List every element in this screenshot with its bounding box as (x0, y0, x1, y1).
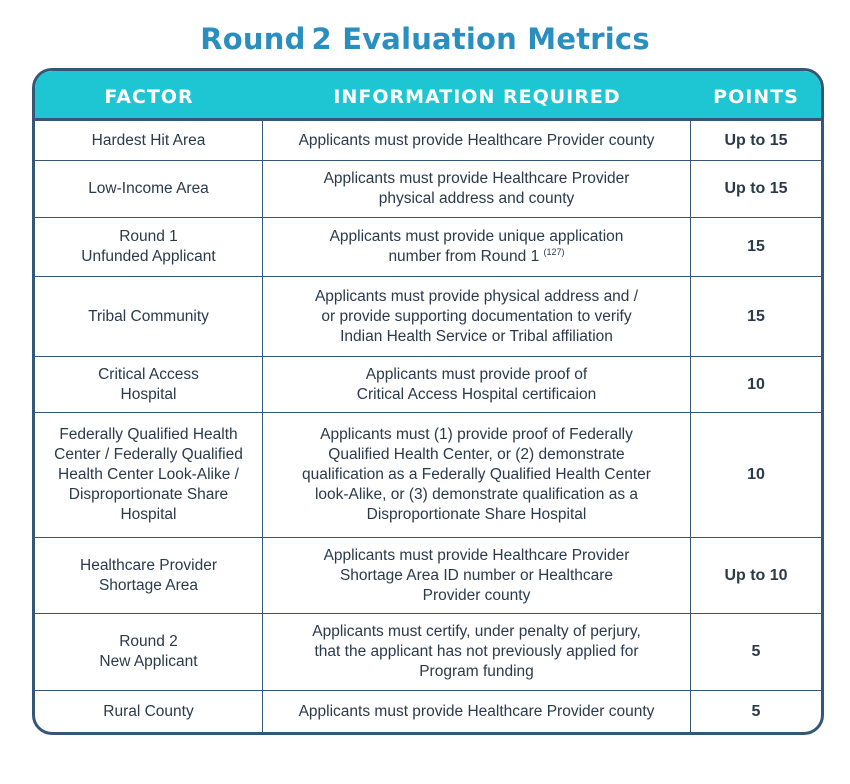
header-factor: FACTOR (104, 86, 194, 108)
table-row (35, 357, 821, 413)
points-cell: 15 (747, 238, 765, 255)
table-row (35, 413, 821, 538)
info-cell: Applicants must provide Healthcare Provider Shortage Area ID number or Healthcare Provider county (323, 546, 630, 604)
table-row (35, 691, 821, 732)
points-cell: 10 (747, 375, 765, 393)
table-row (35, 277, 821, 357)
info-cell: Applicants must provide proof of Critical Access Hospital certificaion (356, 365, 597, 403)
info-cell: Applicants must provide Healthcare Provider county (298, 131, 655, 149)
info-cell: Applicants must certify, under penalty of perjury, that the applicant has not previously applied for Program funding (312, 623, 641, 680)
points-cell: 5 (751, 702, 761, 720)
info-cell: Applicants must (1) provide proof of Federally Qualified Health Center, or (2) demonstrate qualification as a Federally Qualified Health Center look-Alike, or (3) demonstrate qualification as a Disproportionate Share Hospital (302, 426, 651, 523)
points-cell: 5 (751, 643, 761, 660)
table-row (35, 161, 821, 218)
table-row (35, 614, 821, 691)
factor-cell: Round 1 Unfunded Applicant (81, 228, 216, 265)
points-cell: Up to 15 (724, 131, 788, 149)
factor-cell: Low-Income Area (88, 180, 209, 197)
metrics-table (32, 68, 824, 735)
footnote-ref: (127) (543, 246, 565, 257)
factor-cell: Tribal Community (88, 307, 209, 325)
factor-cell: Federally Qualified Health Center / Federally Qualified Health Center Look-Alike / Disproportionate Share Hospital (54, 426, 243, 523)
points-cell: 10 (747, 466, 765, 483)
factor-cell: Healthcare Provider Shortage Area (80, 556, 217, 594)
points-cell: Up to 15 (724, 180, 788, 197)
points-cell: Up to 10 (724, 566, 788, 584)
factor-cell: Hardest Hit Area (91, 131, 206, 149)
factor-cell: Critical Access Hospital (98, 365, 199, 403)
header-information-required: INFORMATION REQUIRED (333, 86, 621, 108)
info-cell: Applicants must provide Healthcare Provider physical address and county (323, 170, 630, 207)
factor-cell: Rural County (103, 702, 194, 720)
table-header (35, 71, 821, 121)
info-cell-wrap (330, 227, 624, 267)
table-row (35, 218, 821, 277)
table-row (35, 538, 821, 614)
info-cell: Applicants must provide unique application number from Round 1 (329, 228, 624, 265)
page-title: Round 2 Evaluation Metrics (200, 22, 650, 56)
table-row (35, 121, 821, 161)
factor-cell: Round 2 New Applicant (99, 633, 198, 670)
info-cell: Applicants must provide physical address and / or provide supporting documentation to verify Indian Health Service or Tribal affiliation (314, 287, 639, 345)
points-cell: 15 (747, 307, 765, 325)
info-cell: Applicants must provide Healthcare Provider county (298, 702, 655, 720)
header-points: POINTS (713, 86, 799, 108)
